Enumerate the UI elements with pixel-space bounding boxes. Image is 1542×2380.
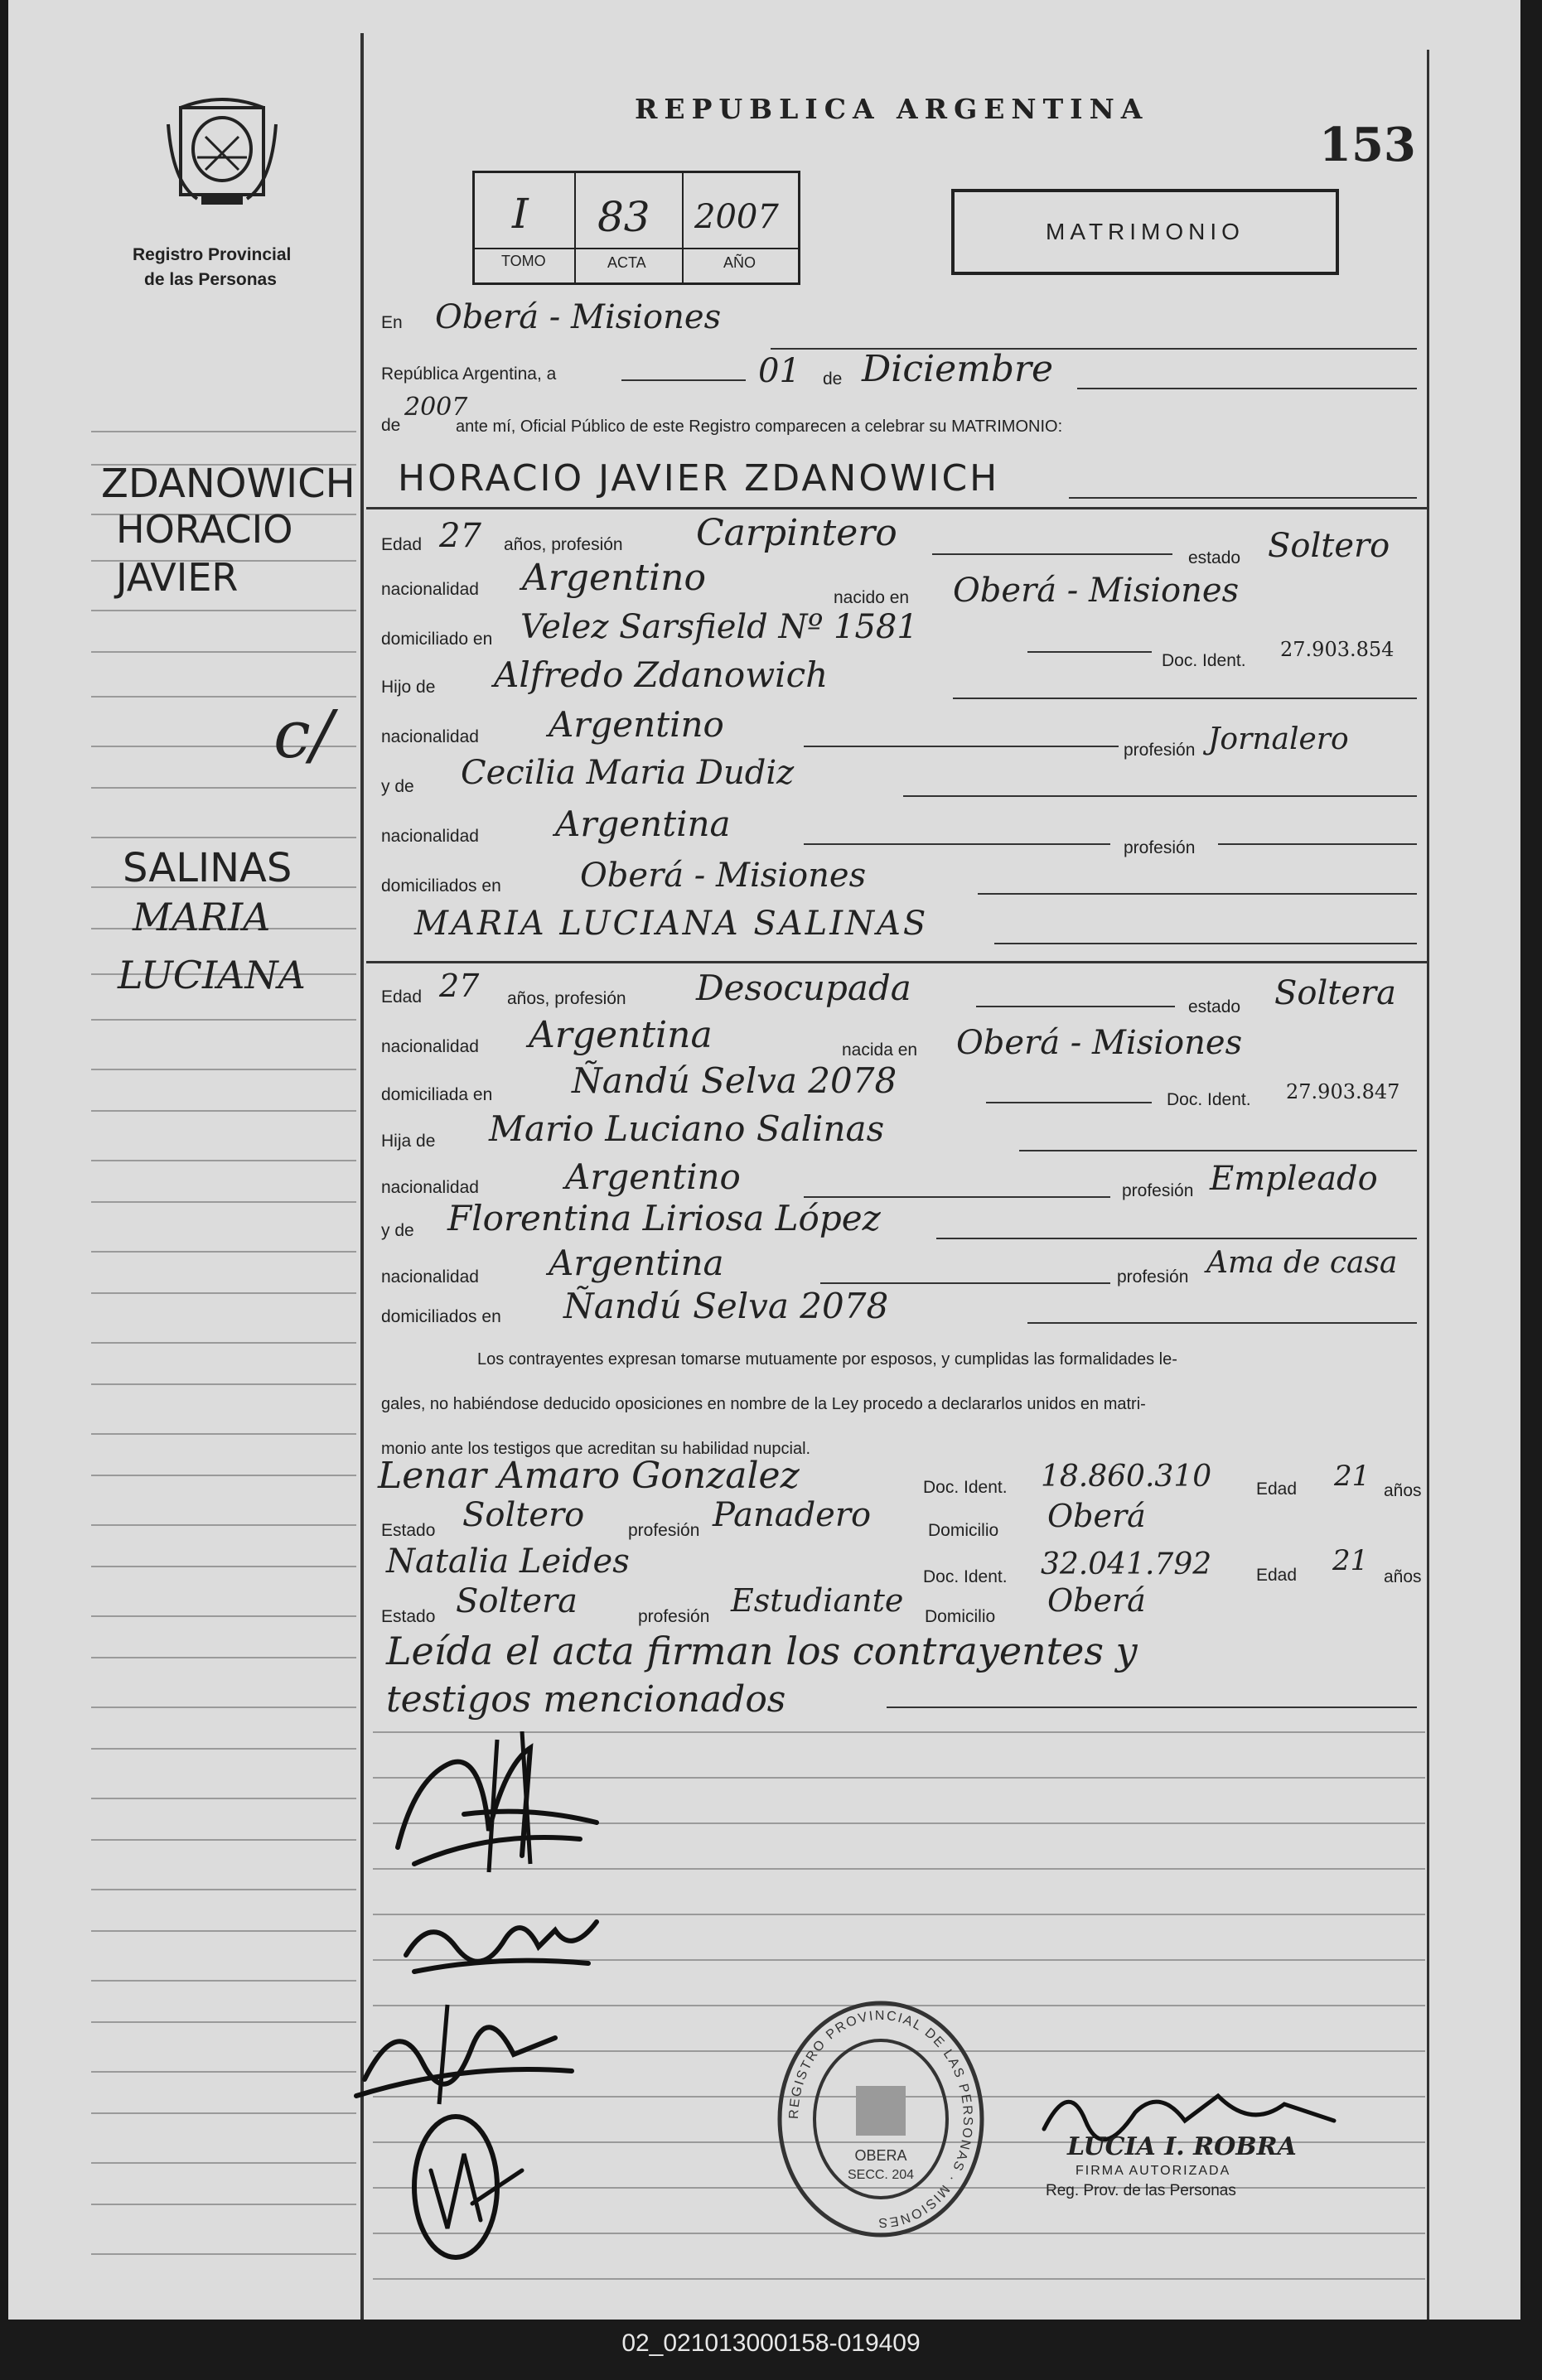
official-title2: Reg. Prov. de las Personas bbox=[1046, 2182, 1236, 2199]
appear-text: ante mí, Oficial Público de este Registro comparecen a celebrar su MATRIMONIO: bbox=[456, 418, 1063, 436]
witness2-domicile: Oberá bbox=[1047, 1582, 1146, 1619]
margin-bride-surname: SALINAS bbox=[123, 845, 292, 891]
witness1-edad-label: Edad bbox=[1256, 1480, 1298, 1499]
groom-parents-dom: Oberá - Misiones bbox=[580, 857, 867, 895]
witness2-prof-label: profesión bbox=[638, 1607, 710, 1626]
record-type-box bbox=[951, 189, 1339, 275]
margin-groom-surname: ZDANOWICH bbox=[101, 461, 355, 507]
bride-mother-label: y de bbox=[381, 1221, 414, 1240]
closing-line1: Leída el acta firman los contrayentes y bbox=[386, 1629, 1138, 1673]
witness1-name: Lenar Amaro Gonzalez bbox=[378, 1455, 800, 1497]
witness2-doc-label: Doc. Ident. bbox=[923, 1567, 1008, 1586]
witness1-estado-label: Estado bbox=[381, 1521, 436, 1540]
bride-estado: Soltera bbox=[1274, 974, 1396, 1012]
registry-name-line1: Registro Provincial bbox=[133, 245, 292, 264]
official-stamp bbox=[769, 1995, 993, 2243]
intro-day: 01 bbox=[758, 352, 800, 390]
bride-parents-dom: Ñandú Selva 2078 bbox=[563, 1286, 889, 1326]
coat-of-arms-emblem bbox=[164, 91, 280, 215]
bride-anos-prof-label: años, profesión bbox=[507, 989, 626, 1008]
record-type: MATRIMONIO bbox=[1046, 219, 1245, 244]
bride-father-nac-label: nacionalidad bbox=[381, 1178, 479, 1197]
stamp-ring-text: REGISTRO PROVINCIAL DE LAS PERSONAS · MISIONES bbox=[786, 2008, 975, 2230]
witness2-edad-label: Edad bbox=[1256, 1566, 1298, 1585]
groom-mother-prof-label: profesión bbox=[1124, 838, 1196, 857]
intro-month: Diciembre bbox=[862, 348, 1054, 390]
witness2-dom-label: Domicilio bbox=[925, 1607, 996, 1626]
groom-address: Velez Sarsfield Nº 1581 bbox=[520, 608, 918, 646]
tomo-value: I bbox=[512, 190, 529, 238]
groom-father-prof: Jornalero bbox=[1208, 722, 1349, 756]
witness2-name: Natalia Leides bbox=[386, 1542, 630, 1581]
page-number: 153 bbox=[1319, 118, 1416, 172]
ano-label: AÑO bbox=[723, 254, 756, 271]
groom-full-name: HORACIO JAVIER ZDANOWICH bbox=[398, 457, 1000, 500]
groom-nac-label: nacionalidad bbox=[381, 580, 479, 599]
bride-age: 27 bbox=[439, 968, 480, 1004]
bride-nac-label: nacionalidad bbox=[381, 1037, 479, 1056]
acta-value: 83 bbox=[597, 193, 650, 241]
bride-born: Oberá - Misiones bbox=[956, 1024, 1243, 1062]
groom-estado: Soltero bbox=[1268, 527, 1390, 565]
groom-mother-nac: Argentina bbox=[555, 804, 731, 844]
groom-nationality: Argentino bbox=[522, 557, 706, 599]
intro-de-label: de bbox=[823, 369, 843, 389]
groom-born-label: nacido en bbox=[834, 588, 910, 607]
groom-father-nac: Argentino bbox=[549, 704, 724, 745]
stamp-bottom-text: SECC. 204 bbox=[847, 2168, 915, 2182]
bride-full-name: MARIA LUCIANA SALINAS bbox=[414, 905, 929, 943]
witness2-age: 21 bbox=[1332, 1544, 1369, 1577]
ano-value: 2007 bbox=[694, 198, 779, 236]
bride-mother: Florentina Liriosa López bbox=[447, 1198, 881, 1238]
witness1-estado: Soltero bbox=[462, 1496, 585, 1534]
bride-born-label: nacida en bbox=[842, 1040, 918, 1060]
groom-father-nac-label: nacionalidad bbox=[381, 727, 479, 746]
witness1-doc: 18.860.310 bbox=[1041, 1460, 1212, 1494]
witness1-profession: Panadero bbox=[713, 1496, 872, 1534]
bride-edad-label: Edad bbox=[381, 987, 423, 1007]
groom-signature bbox=[365, 1731, 646, 1880]
margin-divider-line bbox=[360, 33, 364, 2320]
witness2-estado: Soltera bbox=[456, 1582, 578, 1620]
acta-label: ACTA bbox=[607, 254, 646, 271]
intro-year: 2007 bbox=[404, 393, 468, 422]
registry-name-line2: de las Personas bbox=[144, 270, 277, 289]
bride-father-label: Hija de bbox=[381, 1132, 436, 1151]
groom-mother-nac-label: nacionalidad bbox=[381, 827, 479, 846]
groom-age: 27 bbox=[439, 517, 481, 555]
witness1-age: 21 bbox=[1334, 1460, 1370, 1493]
bride-profession: Desocupada bbox=[696, 968, 911, 1008]
groom-estado-label: estado bbox=[1188, 548, 1241, 567]
official-name: LUCIA I. ROBRA bbox=[1067, 2132, 1297, 2161]
groom-anos-prof-label: años, profesión bbox=[504, 535, 623, 554]
groom-born: Oberá - Misiones bbox=[953, 572, 1240, 610]
right-margin-line bbox=[1427, 50, 1429, 2320]
witness1-prof-label: profesión bbox=[628, 1521, 700, 1540]
margin-bride-name2: LUCIANA bbox=[118, 953, 306, 997]
witness2-profession: Estudiante bbox=[731, 1582, 904, 1619]
file-id-footer: 02_021013000158-019409 bbox=[621, 2329, 921, 2357]
closing-line2: testigos mencionados bbox=[386, 1678, 786, 1721]
witness2-signature bbox=[398, 2104, 547, 2270]
witness1-anos-label: años bbox=[1384, 1481, 1422, 1500]
witness2-doc: 32.041.792 bbox=[1041, 1547, 1212, 1581]
republic-label: República Argentina, a bbox=[381, 364, 557, 384]
groom-edad-label: Edad bbox=[381, 535, 423, 554]
tomo-label: TOMO bbox=[501, 253, 546, 269]
groom-dom-label: domiciliado en bbox=[381, 630, 493, 649]
witness1-doc-label: Doc. Ident. bbox=[923, 1478, 1008, 1497]
margin-bride-name1: MARIA bbox=[133, 895, 271, 939]
year-prefix-label: de bbox=[381, 416, 401, 435]
bride-father-prof-label: profesión bbox=[1122, 1181, 1194, 1200]
witness2-anos-label: años bbox=[1384, 1567, 1422, 1586]
bride-parents-dom-label: domiciliados en bbox=[381, 1307, 501, 1326]
en-label: En bbox=[381, 313, 403, 332]
bride-mother-nac: Argentina bbox=[549, 1243, 724, 1283]
groom-profession: Carpintero bbox=[696, 512, 897, 554]
groom-mother: Cecilia Maria Dudiz bbox=[461, 754, 795, 792]
bride-mother-prof-label: profesión bbox=[1117, 1267, 1189, 1287]
groom-mother-label: y de bbox=[381, 777, 414, 796]
official-title1: FIRMA AUTORIZADA bbox=[1076, 2164, 1231, 2178]
record-number-box bbox=[472, 171, 800, 285]
declaration-line3: monio ante los testigos que acreditan su habilidad nupcial. bbox=[381, 1440, 811, 1458]
declaration-line2: gales, no habiéndose deducido oposiciones en nombre de la Ley procedo a declararlos unidos en matri- bbox=[381, 1395, 1146, 1413]
groom-father-label: Hijo de bbox=[381, 678, 436, 697]
groom-doc: 27.903.854 bbox=[1280, 638, 1395, 661]
margin-groom-name2: JAVIER bbox=[116, 555, 239, 600]
witness1-domicile: Oberá bbox=[1047, 1498, 1146, 1534]
groom-parents-dom-label: domiciliados en bbox=[381, 876, 501, 896]
bride-doc-label: Doc. Ident. bbox=[1167, 1090, 1251, 1109]
margin-connector: c/ bbox=[273, 696, 333, 773]
groom-father-prof-label: profesión bbox=[1124, 741, 1196, 760]
certificate-page bbox=[8, 0, 1520, 2320]
witness1-signature bbox=[348, 1988, 580, 2112]
country-title: REPUBLICA ARGENTINA bbox=[635, 93, 1149, 125]
stamp-center-text: OBERA bbox=[854, 2147, 907, 2164]
intro-place: Oberá - Misiones bbox=[435, 298, 722, 336]
declaration-line1: Los contrayentes expresan tomarse mutuamente por esposos, y cumplidas las formalidades le- bbox=[477, 1350, 1177, 1369]
bride-mother-nac-label: nacionalidad bbox=[381, 1267, 479, 1287]
bride-dom-label: domiciliada en bbox=[381, 1085, 493, 1104]
witness1-dom-label: Domicilio bbox=[928, 1521, 999, 1540]
bride-estado-label: estado bbox=[1188, 997, 1241, 1016]
bride-mother-prof: Ama de casa bbox=[1206, 1246, 1398, 1280]
margin-groom-name1: HORACIO bbox=[116, 507, 293, 552]
witness2-estado-label: Estado bbox=[381, 1607, 436, 1626]
bride-nationality: Argentina bbox=[529, 1014, 713, 1056]
bride-doc: 27.903.847 bbox=[1286, 1080, 1400, 1103]
bride-father: Mario Luciano Salinas bbox=[489, 1108, 885, 1149]
bride-address: Ñandú Selva 2078 bbox=[572, 1060, 897, 1101]
groom-father: Alfredo Zdanowich bbox=[494, 654, 829, 695]
bride-father-nac: Argentino bbox=[565, 1156, 741, 1197]
groom-doc-label: Doc. Ident. bbox=[1162, 651, 1246, 670]
bride-signature bbox=[398, 1897, 613, 1980]
bride-father-prof: Empleado bbox=[1210, 1160, 1378, 1198]
